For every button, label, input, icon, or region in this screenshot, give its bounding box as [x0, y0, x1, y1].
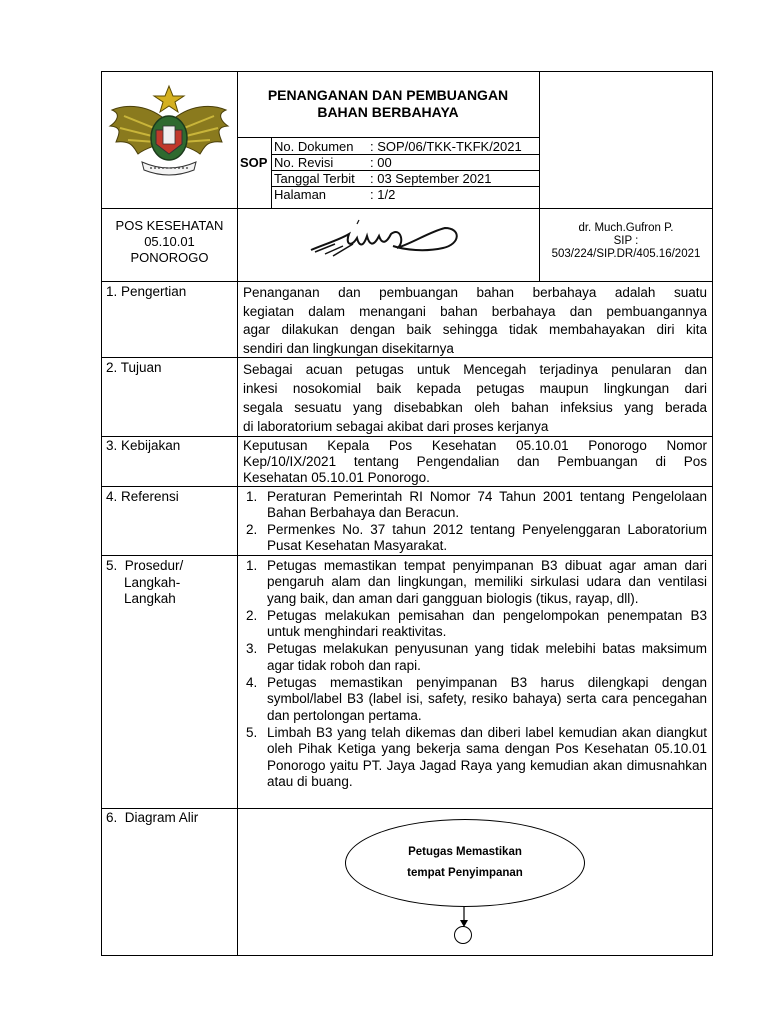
- tujuan-line: di laboratorium sebagai akibat dari proses kerjanya: [243, 419, 549, 434]
- pengertian-line: Penanganan dan pembuangan bahan berbahaya adalah suatu: [243, 285, 707, 300]
- revision-label: No. Revisi: [274, 155, 334, 170]
- section-label-diagram: 6. Diagram Alir: [106, 810, 199, 825]
- document-title: [238, 87, 538, 121]
- list-number: 2.: [246, 522, 258, 537]
- kebijakan-line: Kep/10/IX/2021 tentang Pengendalian dan Pembuangan di Pos: [243, 454, 707, 469]
- header-row-line: [101, 208, 713, 209]
- section-label-kebijakan: 3. Kebijakan: [106, 438, 181, 453]
- signature: [305, 214, 465, 264]
- table-border-top: [101, 71, 713, 72]
- title-bottom-line: [237, 137, 539, 138]
- page-label: Halaman: [274, 187, 327, 202]
- list-text: Petugas melakukan pemisahan dan pengelompokan penempatan B3 untuk menghindari reaktivitas.: [267, 607, 707, 640]
- title-line-2: BAHAN BERBAHAYA: [317, 104, 459, 120]
- list-item: [243, 608, 707, 641]
- table-border-left: [101, 71, 102, 956]
- signer-name: dr. Much.Gufron P.: [578, 222, 674, 234]
- tujuan-line: inkesi nosokomial baik kepada petugas maupun lingkungan dari: [243, 381, 707, 396]
- prosedur-label-line: Langkah: [124, 591, 176, 606]
- pengertian-line: sendiri dan lingkungan disekitarnya: [243, 340, 454, 356]
- row-line-4: [101, 486, 713, 487]
- pengertian-line: agar dilakukan dengan baik sehingga tidak membahayakan diri kita: [243, 322, 707, 337]
- list-text: Limbah B3 yang telah dikemas dan diberi label kemudian akan diangkut oleh Pihak Ketiga yang bekerja sama dengan Pos Kesehatan 05.10.01 Ponorogo yaitu PT. Jaya Jagad Raya yang kemudian akan dimusnahkan atau di buang.: [267, 724, 707, 789]
- signer-sip-number: 503/224/SIP.DR/405.16/2021: [551, 248, 701, 260]
- organization-name: [102, 218, 237, 266]
- list-item: [243, 675, 707, 724]
- tujuan-line: Sebagai acuan petugas untuk Mencegah terjadinya penularan dan: [243, 362, 707, 377]
- org-line-3: PONOROGO: [130, 250, 209, 265]
- list-text: Peraturan Pemerintah RI Nomor 74 Tahun 2001 tentang Pengelolaan Bahan Berbahaya dan Beracun.: [267, 489, 707, 520]
- flow-connector: [454, 926, 472, 944]
- doc-info-row: [274, 187, 395, 202]
- list-item: [243, 558, 707, 607]
- doc-number-value: : SOP/06/TKK-TKFK/2021: [370, 139, 522, 154]
- table-border-right: [712, 71, 713, 956]
- doc-number-label: No. Dokumen: [274, 139, 354, 154]
- row-line-5: [101, 555, 713, 556]
- section-label-pengertian: 1. Pengertian: [106, 284, 187, 299]
- list-text: Permenkes No. 37 tahun 2012 tentang Penyelenggaran Laboratorium Pusat Kesehatan Masyarakat.: [267, 522, 707, 553]
- list-number: 3.: [246, 641, 258, 657]
- list-item: [243, 725, 707, 790]
- doc-info-row: [274, 139, 522, 154]
- body-col-divider: [237, 281, 238, 956]
- section-label-prosedur: [106, 558, 183, 608]
- page-value: : 1/2: [370, 187, 396, 202]
- doc-info-row: [274, 171, 491, 186]
- table-border-bottom: [101, 955, 713, 956]
- list-item: [243, 489, 707, 521]
- pengertian-line: kegiatan dalam menangani bahan berbahaya dan pembuangannya: [243, 303, 707, 319]
- list-text: Petugas melakukan penyusunan yang tidak melebihi batas maksimum agar tidak roboh dan rapi.: [267, 641, 707, 673]
- org-line-1: POS KESEHATAN: [115, 218, 224, 233]
- kebijakan-line: Keputusan Kepala Pos Kesehatan 05.10.01 Ponorogo Nomor: [243, 438, 707, 453]
- section-content-tujuan: [243, 360, 707, 436]
- list-item: [243, 641, 707, 674]
- issue-date-label: Tanggal Terbit: [274, 171, 355, 186]
- sop-col-divider: [271, 137, 272, 208]
- row-line-1: [101, 281, 713, 282]
- list-number: 1.: [246, 558, 258, 573]
- section-label-tujuan: 2. Tujuan: [106, 360, 162, 375]
- tujuan-line: segala sesuatu yang disebabkan oleh bahan infeksius yang berada: [243, 400, 707, 415]
- revision-value: : 00: [370, 155, 392, 170]
- prosedur-label-line: Langkah-: [124, 574, 181, 590]
- section-content-pengertian: [243, 284, 707, 358]
- list-item: [243, 522, 707, 554]
- list-number: 5.: [246, 724, 258, 740]
- issue-date-value: : 03 September 2021: [370, 171, 492, 186]
- sop-label: SOP: [240, 155, 268, 170]
- prosedur-list: [243, 558, 707, 790]
- title-line-1: PENANGANAN DAN PEMBUANGAN: [267, 87, 509, 103]
- doc-info-row: [274, 155, 392, 170]
- emblem-logo: [104, 82, 234, 182]
- row-line-3: [101, 436, 713, 437]
- signer-block: [540, 222, 712, 261]
- list-text: Petugas memastikan tempat penyimpanan B3 dibuat agar aman dari pengaruh alam dan lingkungan, memiliki sirkulasi udara dan ventilasi yang baik, dan aman dari gangguan biologis (tikus, rayap, dll).: [267, 558, 707, 606]
- org-line-2: 05.10.01: [144, 234, 195, 249]
- row-line-6: [101, 808, 713, 809]
- kebijakan-line: Kesehatan 05.10.01 Ponorogo.: [243, 470, 430, 485]
- section-content-kebijakan: [243, 438, 707, 486]
- list-text: Petugas memastikan penyimpanan B3 harus dilengkapi dengan symbol/label B3 (label isi, safety, resiko bahaya) serta cara pencegahan dan pertolongan pertama.: [267, 675, 707, 723]
- list-number: 1.: [246, 489, 258, 504]
- list-number: 2.: [246, 607, 258, 623]
- flow-node-text: Petugas Memastikan: [408, 846, 522, 858]
- flow-node-text: tempat Penyimpanan: [407, 867, 523, 879]
- referensi-list: [243, 489, 707, 554]
- flow-node-start: [345, 819, 585, 907]
- section-label-referensi: 4. Referensi: [106, 489, 179, 504]
- signer-sip-label: SIP :: [613, 235, 639, 247]
- prosedur-label-line: 5. Prosedur/: [106, 558, 184, 573]
- list-number: 4.: [246, 675, 258, 691]
